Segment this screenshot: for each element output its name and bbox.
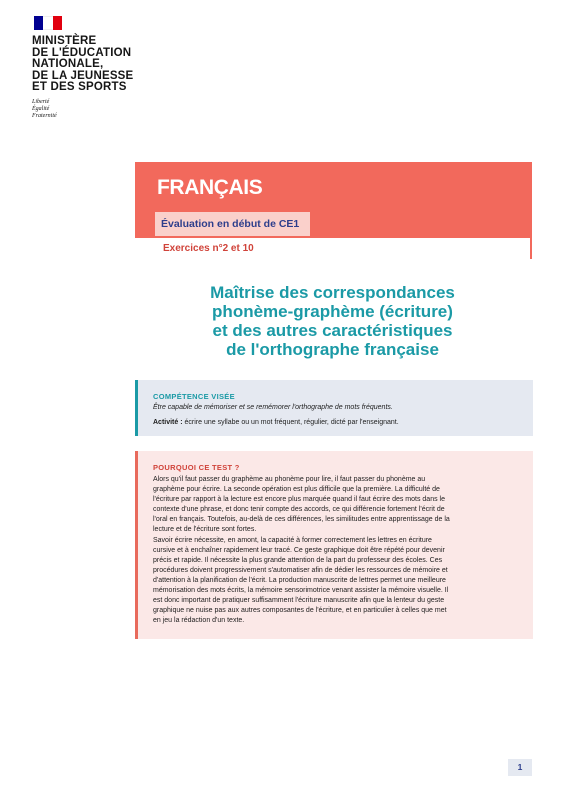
title-line: Maîtrise des correspondances xyxy=(210,283,455,302)
why-text-line: lecture et de l'écriture sont fortes. xyxy=(153,526,257,534)
french-flag-icon xyxy=(34,16,62,30)
title-line: de l'orthographe française xyxy=(226,340,439,359)
competence-heading: COMPÉTENCE VISÉE xyxy=(153,392,235,401)
motto-line: Fraternité xyxy=(32,112,57,119)
why-text-line: d'attention à la planification de l'écrit. La production manuscrite de lettres permet une meilleure xyxy=(153,576,446,584)
banner-header xyxy=(135,162,530,236)
competence-description: Être capable de mémoriser et se remémorer l'orthographe de mots fréquents. xyxy=(153,404,393,411)
title-line: et des autres caractéristiques xyxy=(212,321,453,340)
why-text-line: graphique ne nuise pas aux autres composantes de l'écriture, et en particulier à celles que met xyxy=(153,607,447,615)
motto-line: Égalité xyxy=(32,105,50,112)
why-heading: POURQUOI CE TEST ? xyxy=(153,463,240,472)
why-text-line: Alors qu'il faut passer du graphème au phonème pour lire, il faut passer du phonème au xyxy=(153,476,426,483)
why-box xyxy=(135,451,533,639)
subject-title: FRANÇAIS xyxy=(157,176,263,199)
motto-line: Liberté xyxy=(32,98,50,105)
why-body xyxy=(153,475,531,626)
ministry-logo xyxy=(32,16,152,120)
level-badge xyxy=(155,212,310,236)
competence-box xyxy=(135,380,533,436)
ministry-name xyxy=(32,36,152,94)
banner-divider xyxy=(135,236,530,238)
why-text-line: est donc important de pratiquer suffisamment l'écriture manuscrite afin que la lenteur du geste xyxy=(153,597,445,605)
ministry-name-line: MINISTÈRE xyxy=(32,35,97,47)
why-text-line: contexte d'une phrase, et donc tenir compte des accords, ce qui différencie fortement l'écrit de xyxy=(153,506,445,514)
why-text-line: l'oral en français. Toutefois, au-delà de ces différences, les similitudes entre apprentissage de la xyxy=(153,516,450,524)
ministry-name-line: DE LA JEUNESSE xyxy=(32,69,134,82)
republic-motto xyxy=(32,99,152,120)
why-text-line: graphème pour écrire. La seconde opération est plus difficile que la première. La difficulté de xyxy=(153,486,440,494)
page-number: 1 xyxy=(517,762,523,772)
why-text-line: procédures doivent progressivement s'automatiser afin de dédier les ressources de mémoire et xyxy=(153,566,448,574)
page-number-badge xyxy=(508,759,532,776)
why-text-line: mémorisation des mots écrits, la mémoire sensorimotrice venant assister la mémoire visuelle. Il xyxy=(153,587,449,595)
why-text-line: précis et rapide. Il nécessite la plus grande attention de la part du professeur des écoles. Ces xyxy=(153,556,443,564)
activity-label: Activité : xyxy=(153,419,183,426)
activity-text: écrire une syllabe ou un mot fréquent, régulier, dicté par l'enseignant. xyxy=(182,419,399,426)
why-text-line: en jeu la rédaction d'un texte. xyxy=(153,617,245,625)
subject-banner xyxy=(135,162,532,259)
level-label: Évaluation en début de CE1 xyxy=(161,218,300,230)
page-title xyxy=(135,283,530,359)
title-line: phonème-graphème (écriture) xyxy=(212,302,453,321)
why-text-line: Savoir écrire nécessite, en amont, la capacité à former correctement les lettres en écriture xyxy=(153,536,432,544)
why-text-line: cursive et à enchaîner rapidement leur tracé. Ce geste graphique doit être répété pour devenir xyxy=(153,546,445,554)
exercises-label: Exercices n°2 et 10 xyxy=(163,243,254,254)
activity-line xyxy=(153,419,399,426)
ministry-name-line: DE L'ÉDUCATION xyxy=(32,46,132,59)
ministry-name-line: ET DES SPORTS xyxy=(32,81,127,93)
ministry-name-line: NATIONALE, xyxy=(32,58,104,70)
why-text-line: l'écriture par rapport à la lecture est encore plus marquée quand il faut écrire des mots dans le xyxy=(153,496,445,504)
